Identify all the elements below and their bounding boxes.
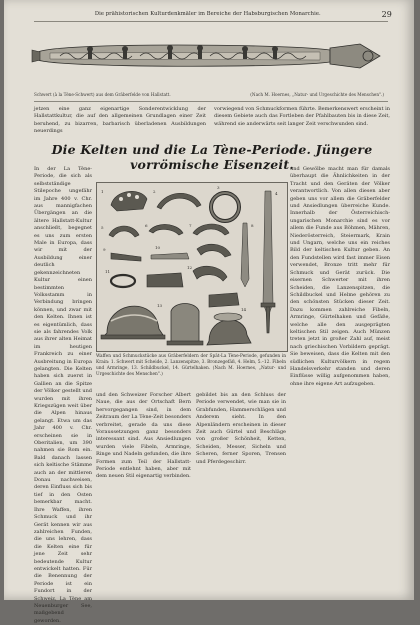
plate-number-9: 9 xyxy=(103,247,106,252)
plate-number-1: 1 xyxy=(101,189,104,194)
intro-paragraph-left xyxy=(34,106,206,136)
plate-number-12: 12 xyxy=(187,265,193,270)
page-number: 29 xyxy=(381,9,392,19)
book-page xyxy=(4,0,414,624)
plate-number-7: 7 xyxy=(189,223,192,228)
chapter-title: Die Kelten und die La Tène-Periode. Jüngere vorrömische Eisenzeit. xyxy=(51,142,373,172)
banner-rule xyxy=(34,101,388,102)
under-plate-column-right xyxy=(196,392,286,582)
text-column-left xyxy=(34,166,93,624)
plate-number-14: 14 xyxy=(241,307,247,312)
plate-number-10: 10 xyxy=(155,245,161,250)
running-head-title: Die prähistorischen Kulturdenkmäler im Bereiche der Habsburgischen Monarchie. xyxy=(94,11,321,17)
artifact-plate-illustration xyxy=(96,182,288,352)
intro-text-left: jetzen eine ganz eigenartige Sonderentwicklung der Hallstattkultur, die auf den allgemeinen Grundlagen einer Zeit beruhend, zu bizarren, barbarisch überladenen Ausbildungen neuerdings xyxy=(34,106,206,135)
sword-scabbard-illustration xyxy=(30,22,386,88)
text-column-right xyxy=(290,166,390,456)
under-plate-column-left xyxy=(96,392,191,582)
plate-number-3: 3 xyxy=(217,185,220,190)
plate-number-5: 5 xyxy=(101,225,104,230)
plate-number-2: 2 xyxy=(153,189,156,194)
running-head xyxy=(34,8,392,20)
plate-number-8: 8 xyxy=(251,223,254,228)
under-plate-text-left: und den Schweizer Forscher Albert Naue, die aus der Ortschaft Bern hervorgegangen sind, in dem Zeitraum der La Tène-Zeit besonders verbreitet, gerade da uns diese Voraussetzungen ganz besonders interessant sind. Aus Ansiedlungen wurden viele Fibeln, Armringe, Ringe und Nadeln gefunden, die ihre Formen zum Teil der Hallstatt-Periode entlehnt haben, aber mit dem neuen Stil eigenartig verbinden. xyxy=(96,392,191,480)
plate-number-4: 4 xyxy=(275,191,278,196)
banner-caption-left: Schwert (à la Tène-Schwert) aus dem Gräberfelde von Hallstatt. xyxy=(34,92,171,97)
under-plate-text-right: gebildet bis an den Schluss der Periode verwendet, wie man sie in Grabfunden, Hammerschlägen und Anderem sieht. In den Alpenländern erscheinen in dieser Zeit auch Gürtel und Beschläge von großer Schönheit, Ketten, Scheiden, Messer, Sicheln und Scheren, ferner Sporen, Trensen und Pferdegeschirr. xyxy=(196,392,286,465)
banner-caption-right: (Nach M. Hoernes, „Natur- und Urgeschichte des Menschen".) xyxy=(250,92,384,97)
plate-caption: Waffen und Schmuckstücke aus Gräberfeldern der Spät-La Tène-Periode, gefunden in Krain: 1. Schwert mit Scheide, 2. Lanzenspitze, 3. Bronzegefäß, 4. Helm, 5.–12. Fibeln und Armringe, 13. Schildbuckel, 14. Gürtelhaken. (Nach M. Hoernes, „Natur- und Urgeschichte des Menschen".) xyxy=(96,354,286,377)
column-right-text: und Gewölbe macht man für damals überhaupt die Ähnlichkeiten in der Tracht und den Geräten der Völker verantwortlich. Von allen diesen aber geben uns vor allem die Gräberfelder und Ansiedlungen überreiche Kunde. Innerhalb der Österreichisch-ungarischen Monarchie sind es vor allem die Funde aus Böhmen, Mähren, Niederösterreich, Steiermark, Krain und Ungarn, welche uns ein reiches Bild der keltischen Kultur geben. An den Fundstellen wird fast immer Eisen verwendet, Bronze tritt mehr für Schmuck und Gerät zurück. Die eisernen Schwerter mit ihren Scheiden, die Lanzenspitzen, die Schildbuckel und Helme gehören zu den schönsten Stücken dieser Zeit. Dazu kommen zahlreiche Fibeln, Armringe, Gürtelhaken und Gefäße, welche alle den ausgeprägten keltischen Stil zeigen. Auch Münzen treten jetzt in großer Zahl auf, meist nach griechischen Vorbildern geprägt. Sie beweisen, dass die Kelten mit den südlichen Kulturvölkern in regem Handelsverkehr standen und deren Einflüsse willig aufgenommen haben, ohne ihre eigene Art aufzugeben. xyxy=(290,166,390,387)
plate-number-6: 6 xyxy=(145,223,148,228)
plate-number-13: 13 xyxy=(157,303,163,308)
banner-caption xyxy=(34,92,384,100)
intro-text-right: vorwiegend von Schmuckformen führte. Bemerkenswert erscheint in diesem Gebiete auch das Fortleben der Pfahlbauten bis in diese Zeit, während sie anderwärts seit langer Zeit verschwunden sind. xyxy=(214,106,390,127)
plate-number-11: 11 xyxy=(105,269,111,274)
intro-paragraph-right xyxy=(214,106,390,136)
column-left-text: In der La Tène-Periode, die sich als selbstständige Stilepoche ungefähr im Jahre 400 v. Chr. aus mannigfachen Übergängen an die ältere Hallstatt-Kultur anschließt, begegnet es uns zum ersten Male in Europa, dass wir mit der Ausbildung einer deutlich gekennzeichneten Kultur einen bestimmten Volksstamm in Verbindung bringen können, und zwar mit den Kelten. Ihnen ist es eigentümlich, dass sie als fahrendes Volk aus ihrer alten Heimat im heutigen Frankreich zu einer Ausbreitung in Europa gelangten. Die Kelten haben sich zuerst in Gallien an die Spitze der Völker gestellt und wurden mit ihren Kriegszügen weit über die Alpen hinaus gelangt. Etwa um das Jahr 400 v. Chr. erscheinen sie in Oberitalien, um 390 nahmen sie Rom ein. Bald danach lassen sich keltische Stämme auch an der mittleren Donau nachweisen, deren Einfluss sich bis tief in den Osten bemerkbar macht. Ihre Waffen, ihren Schmuck und ihr Gerät kennen wir aus zahlreichen Funden, die uns lehren, dass die Kelten eine für jene Zeit sehr bedeutende Kultur entwickelt hatten. Für die Benennung der Periode ist ein Fundort in der Schweiz, La Tène am Neuenburger See, maßgebend geworden. xyxy=(34,166,93,624)
